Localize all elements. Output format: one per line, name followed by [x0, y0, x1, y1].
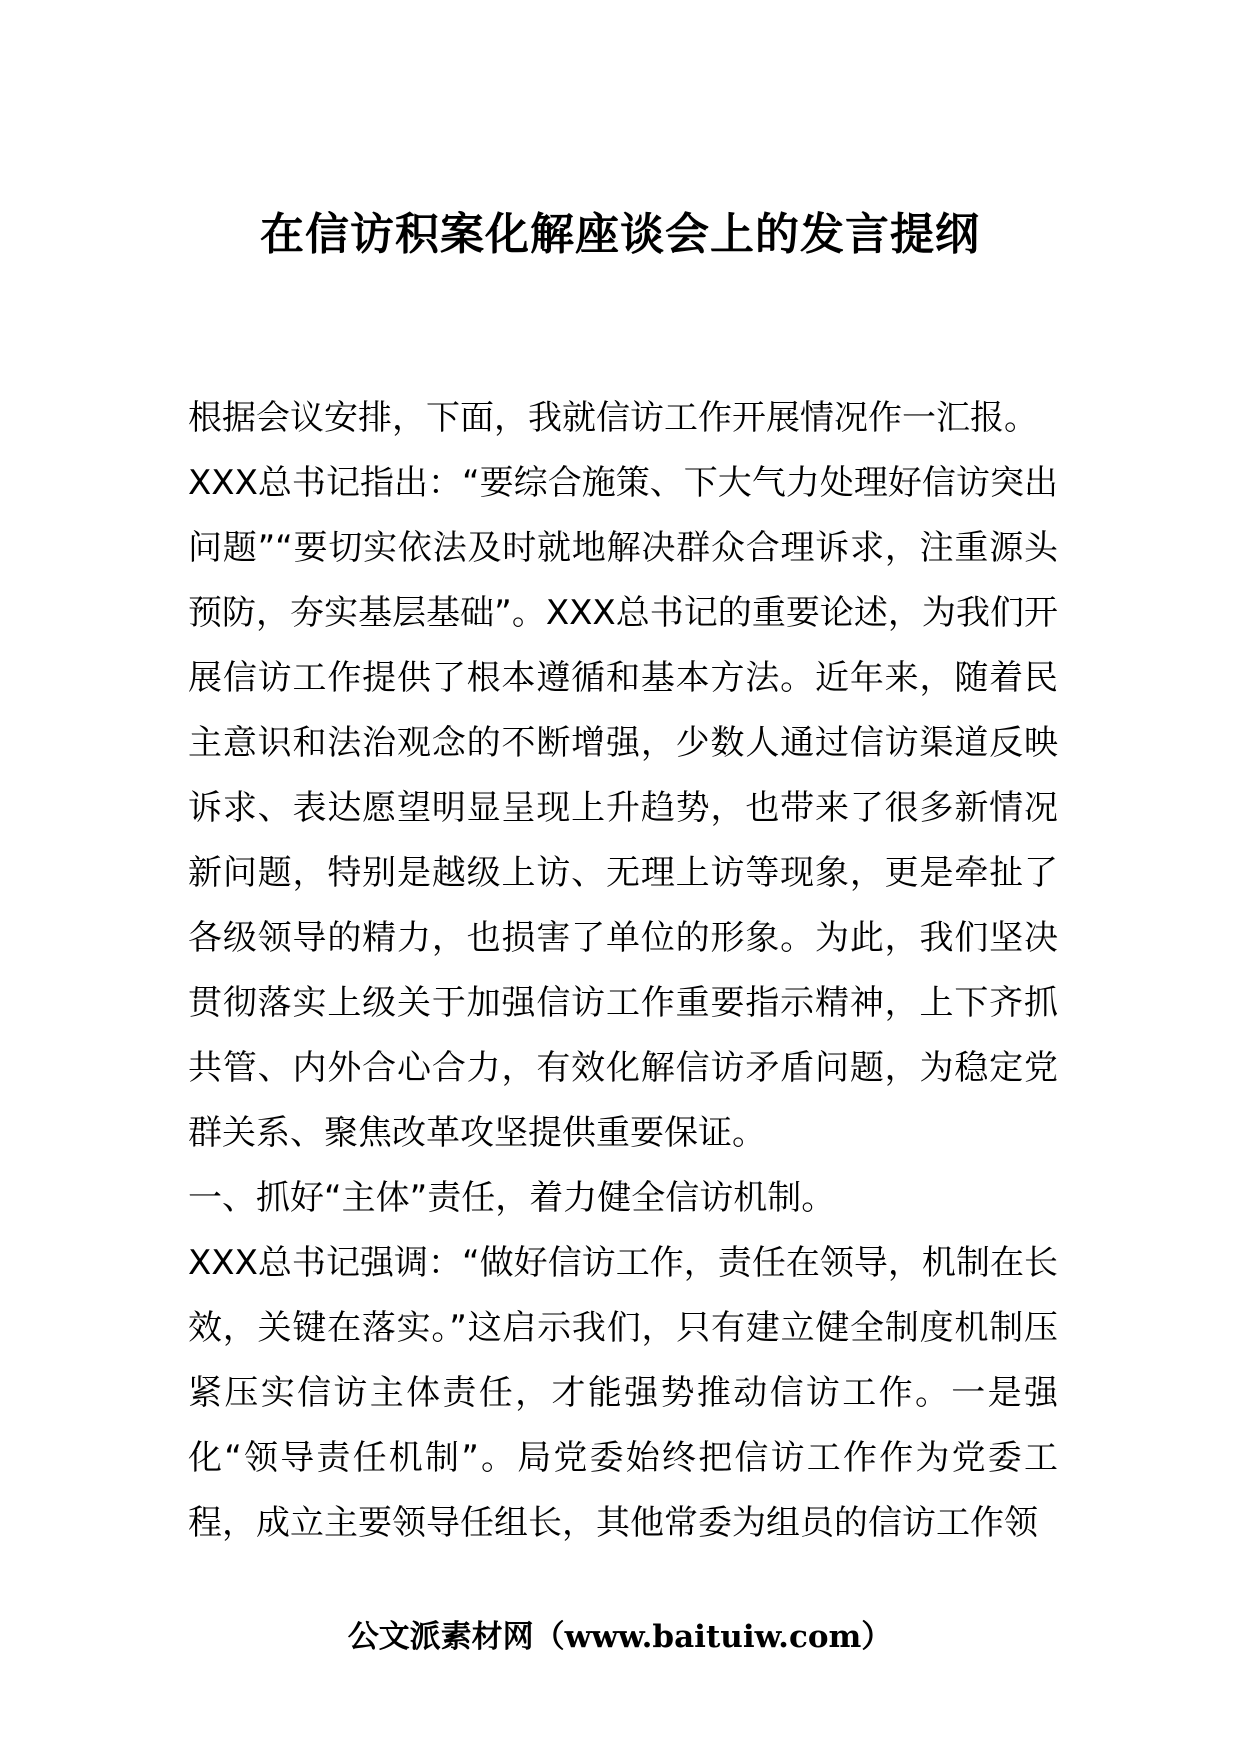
document-title: 在信访积案化解座谈会上的发言提纲	[260, 209, 980, 260]
paragraph-intro: 根据会议安排，下面，我就信访工作开展情况作一汇报。	[188, 398, 1038, 438]
footer-watermark: 公文派素材网（www.baituiw.com）	[347, 1619, 893, 1655]
section-heading-1: 一、抓好“主体”责任，着力健全信访机制。	[188, 1178, 836, 1218]
paragraph-background: XXX总书记指出：“要综合施策、下大气力处理好信访突出问题”“要切实依法及时就地解决群众合理诉求，注重源头预防，夯实基层基础”。XXX总书记的重要论述，为我们开展信访工作提供了根本遵循和基本方法。近年来，随着民主意识和法治观念的不断增强，少数人通过信访渠道反映诉求、表达愿望明显呈现上升趋势，也带来了很多新情况新问题，特别是越级上访、无理上访等现象，更是牵扯了各级领导的精力，也损害了单位的形象。为此，我们坚决贯彻落实上级关于加强信访工作重要指示精神，上下齐抓共管、内外合心合力，有效化解信访矛盾问题，为稳定党群关系、聚焦改革攻坚提供重要保证。	[188, 463, 1058, 1153]
paragraph-section-1: XXX总书记强调：“做好信访工作，责任在领导，机制在长效，关键在落实。”这启示我们，只有建立健全制度机制压紧压实信访主体责任，才能强势推动信访工作。一是强化“领导责任机制”。局党委始终把信访工作作为党委工程，成立主要领导任组长，其他常委为组员的信访工作领	[188, 1243, 1058, 1543]
document-body	[188, 386, 1058, 1556]
